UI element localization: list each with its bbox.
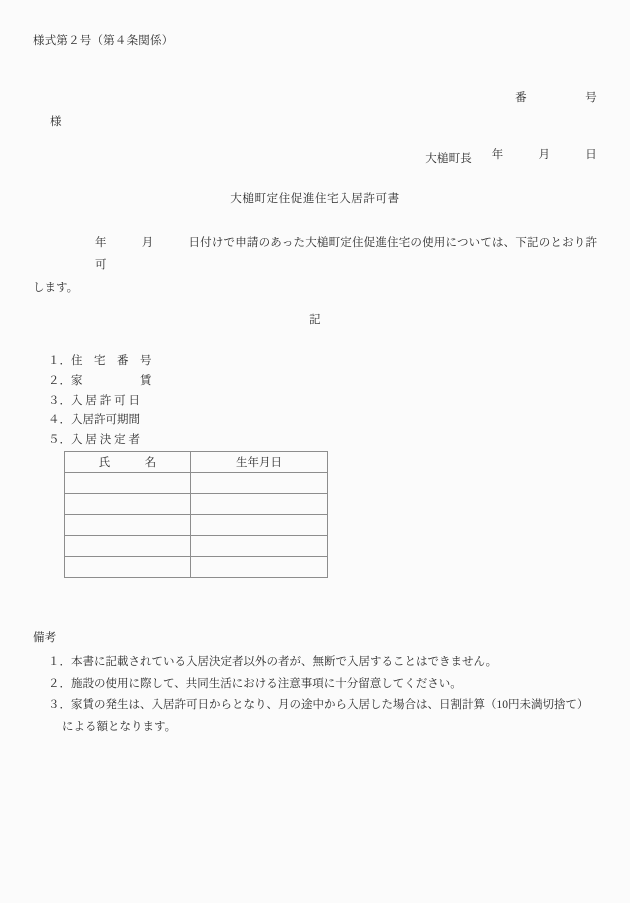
cell-name[interactable]	[65, 515, 191, 536]
remark-number: １．	[48, 656, 71, 668]
document-date-label: 年 月 日	[491, 148, 597, 161]
cell-name[interactable]	[65, 557, 191, 578]
table-row	[65, 494, 328, 515]
remark-continuation: による額となります。	[62, 720, 177, 733]
list-item	[48, 352, 152, 372]
remarks-heading: 備考	[33, 632, 57, 644]
cell-name[interactable]	[65, 473, 191, 494]
cell-birthdate[interactable]	[191, 473, 328, 494]
cell-name[interactable]	[65, 494, 191, 515]
table-row	[65, 473, 328, 494]
item-number: ２．	[48, 374, 71, 387]
item-number: ３．	[48, 394, 71, 407]
cell-birthdate[interactable]	[191, 515, 328, 536]
list-item	[48, 411, 152, 431]
item-list	[48, 352, 152, 451]
item-label: 家 賃	[71, 374, 152, 387]
list-item	[48, 431, 152, 451]
document-meta-block	[0, 52, 597, 201]
remark-text: 本書に記載されている入居決定者以外の者が、無断で入居することはできません。	[71, 656, 498, 668]
table-row	[65, 515, 328, 536]
remark-text: 施設の使用に際して、共同生活における注意事項に十分留意してください。	[71, 677, 462, 690]
addressee-honorific: 様	[50, 116, 62, 128]
cell-name[interactable]	[65, 536, 191, 557]
body-paragraph-line-1: 年 月 日付けで申請のあった大槌町定住促進住宅の使用については、下記のとおり許可	[95, 237, 597, 272]
remark-item	[48, 695, 597, 717]
item-number: １．	[48, 355, 71, 367]
list-item	[48, 392, 152, 412]
remark-item	[48, 652, 597, 674]
remark-number: ３．	[48, 699, 71, 712]
body-paragraph-line-2: します。	[33, 281, 79, 294]
item-label: 入 居 決 定 者	[71, 434, 140, 447]
column-header-birthdate: 生年月日	[191, 452, 328, 473]
remarks-list	[48, 652, 597, 738]
item-label: 入居許可期間	[71, 414, 140, 427]
remark-number: ２．	[48, 677, 71, 690]
table-row	[65, 536, 328, 557]
document-number-label: 番 号	[515, 91, 597, 104]
resident-table	[64, 451, 328, 578]
table-header-row	[65, 452, 328, 473]
item-number: ５．	[48, 434, 71, 447]
remark-item	[48, 674, 597, 696]
item-number: ４．	[48, 414, 71, 427]
cell-birthdate[interactable]	[191, 557, 328, 578]
remark-text: 家賃の発生は、入居許可日からとなり、月の途中から入居した場合は、日割計算（10円未満切捨て）	[71, 699, 589, 712]
item-label: 入 居 許 可 日	[71, 394, 140, 407]
section-marker: 記	[309, 314, 321, 326]
list-item	[48, 372, 152, 392]
issuer-name: 大槌町長	[425, 153, 472, 165]
cell-birthdate[interactable]	[191, 494, 328, 515]
document-title: 大槌町定住促進住宅入居許可書	[230, 193, 400, 205]
body-paragraph	[33, 232, 597, 299]
cell-birthdate[interactable]	[191, 536, 328, 557]
item-label: 住 宅 番 号	[71, 355, 152, 367]
column-header-name: 氏 名	[65, 452, 191, 473]
form-number: 様式第２号（第４条関係）	[33, 35, 174, 47]
table-row	[65, 557, 328, 578]
